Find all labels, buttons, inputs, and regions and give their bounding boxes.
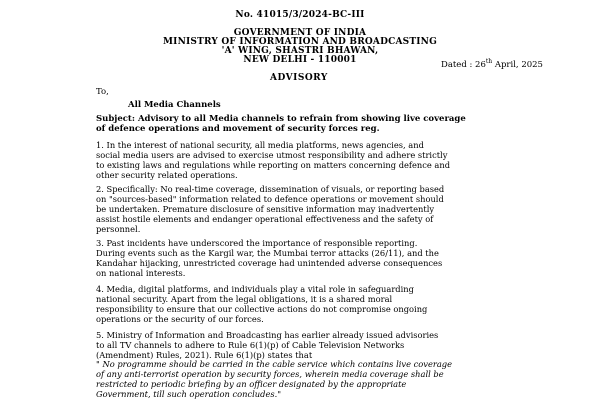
subject-line-2: of defence operations and movement of security forces reg. [96, 124, 380, 134]
p2-line: personnel. [96, 224, 141, 235]
quote-line: of any anti-terrorist operation by security forces, wherein media coverage shall be [96, 369, 444, 380]
p4-line: 4. Media, digital platforms, and individuals play a vital role in safeguarding [96, 284, 414, 294]
paragraph-5 [96, 330, 548, 360]
p3-line: Kandahar hijacking, unrestricted coverage had unintended adverse consequences [96, 258, 443, 269]
address-wing: 'A' WING, SHASTRI BHAWAN, [221, 46, 379, 56]
p1-line: social media users are advised to exercise utmost responsibility and adhere strictly [96, 150, 448, 161]
date-rest: April, 2025 [492, 59, 543, 70]
p3-line: 3. Past incidents have underscored the importance of responsible reporting. [96, 238, 418, 248]
ministry-heading: MINISTRY OF INFORMATION AND BROADCASTING [163, 37, 437, 47]
subject-block [96, 114, 466, 134]
p1-line: other security related operations. [96, 170, 238, 181]
p1-line: 1. In the interest of national security, all media platforms, news agencies, and [96, 140, 424, 150]
paragraph-1 [96, 140, 548, 180]
p3-line: During events such as the Kargil war, the Mumbai terror attacks (26/11), and the [96, 248, 439, 259]
p5-line: to all TV channels to adhere to Rule 6(1)(p) of Cable Television Networks [96, 340, 405, 351]
document-title: ADVISORY [270, 73, 328, 83]
government-heading: GOVERNMENT OF INDIA [233, 28, 367, 38]
address-city: NEW DELHI - 110001 [243, 55, 357, 65]
recipient: All Media Channels [128, 100, 221, 110]
p2-line: be undertaken. Premature disclosure of sensitive information may inadvertently [96, 204, 435, 215]
date-suffix: th [485, 58, 493, 65]
p3-line: on national interests. [96, 268, 186, 279]
reference-number: No. 41015/3/2024-BC-III [235, 10, 365, 20]
quote-line: restricted to periodic briefing by an officer designated by the appropriate [96, 379, 407, 390]
document-date [441, 58, 543, 70]
paragraph-2 [96, 184, 548, 234]
p5-line: (Amendment) Rules, 2021). Rule 6(1)(p) states that [96, 350, 313, 361]
p2-line: assist hostile elements and endanger operational effectiveness and the safety of [96, 214, 434, 225]
quoted-rule [96, 359, 548, 399]
p5-line: 5. Ministry of Information and Broadcasting has earlier already issued advisories [96, 330, 439, 340]
p1-line: to existing laws and regulations while reporting on matters concerning defence and [96, 160, 451, 171]
p2-line: on "sources-based" information related to defence operations or movement should [96, 194, 444, 205]
date-label: Dated : 26 [441, 59, 486, 70]
p4-line: national security. Apart from the legal obligations, it is a shared moral [96, 294, 393, 305]
paragraph-4 [96, 284, 548, 324]
quote-line: " No programme should be carried in the cable service which contains live coverage [96, 359, 452, 369]
p2-line: 2. Specifically: No real-time coverage, dissemination of visuals, or reporting based [96, 184, 445, 194]
quote-line: Government, till such operation concludes." [96, 389, 282, 400]
to-label: To, [96, 87, 109, 97]
p4-line: operations or the security of our forces. [96, 314, 264, 325]
p4-line: responsibility to ensure that our collective actions do not compromise ongoing [96, 304, 428, 315]
paragraph-3 [96, 238, 548, 278]
subject-line-1: Subject: Advisory to all Media channels to refrain from showing live coverage [96, 114, 466, 124]
